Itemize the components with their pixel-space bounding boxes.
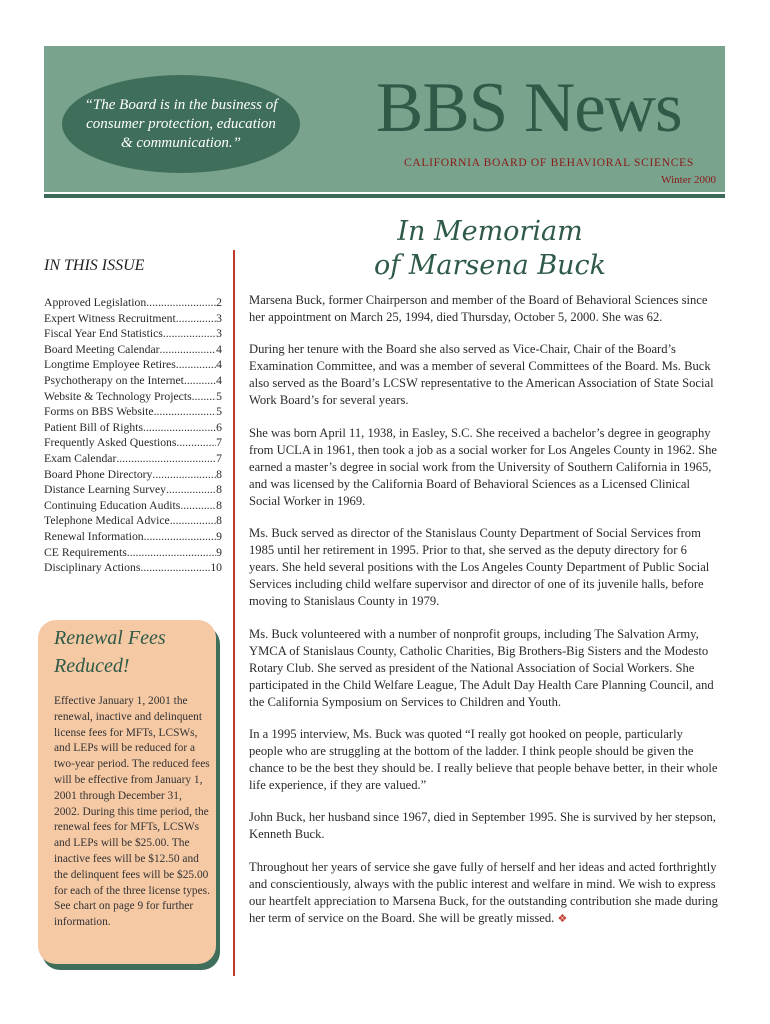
headline-line-1: In Memoriam (397, 216, 583, 247)
article-paragraph (249, 525, 719, 610)
toc-leader-dots (144, 529, 217, 545)
toc-item-label: Website & Technology Projects (44, 389, 192, 403)
toc-leader-dots (166, 482, 216, 498)
toc-leader-dots (160, 342, 217, 358)
toc-item (44, 311, 222, 327)
toc-item-label: Continuing Education Audits (44, 498, 181, 512)
article-paragraph (249, 859, 719, 928)
article-paragraph-text: During her tenure with the Board she also served as Vice-Chair, Chair of the Board’s Examination Committee, and was a member of several Committees of the Board. Ms. Buck also served as the Board’s LCSW representative to the American Association of State Social Work Board’s for several years. (249, 342, 714, 408)
toc-item-page: 3 (216, 311, 222, 325)
motto-quote: “The Board is in the business of consumer protection, education & communication.” (84, 96, 278, 151)
masthead-divider (44, 194, 725, 198)
article-paragraph (249, 292, 719, 326)
column-divider (233, 250, 235, 976)
toc-item (44, 498, 222, 514)
article-paragraph-text: In a 1995 interview, Ms. Buck was quoted “I really got hooked on people, particularly people who are struggling at the bottom of the ladder. I think people should be given the chance to be the best they should be. I really believe that people behave better, in their whole life experience, if they are valued.” (249, 726, 718, 793)
toc-leader-dots (170, 513, 216, 529)
toc-item (44, 545, 222, 561)
toc-item-label: Frequently Asked Questions (44, 436, 177, 450)
toc-item-page: 9 (216, 529, 222, 543)
toc-item-label: Fiscal Year End Statistics (44, 327, 163, 341)
article-body (249, 292, 719, 943)
issue-date: Winter 2000 (661, 174, 716, 186)
toc-item-label: CE Requirements (44, 545, 127, 559)
newsletter-title: BBS News (376, 69, 682, 147)
toc-item-label: Longtime Employee Retires (44, 358, 176, 372)
toc-item-page: 8 (216, 467, 222, 481)
renewal-fees-text: Effective January 1, 2001 the renewal, inactive and delinquent license fees for MFTs, LCSWs, and LEPs will be reduced for a two-year period. The reduced fees will be effective from January 1, 2001 through December 31, 2002. During this time period, the renewal fees for MFTs, LCSWs and LEPs will be $25.00. The inactive fees will be $12.50 and the delinquent fees will be $25.00 for each of the three license types. See chart on page 9 for further information. (54, 695, 210, 929)
article-paragraph-text: She was born April 11, 1938, in Easley, S.C. She received a bachelor’s degree in geography from UCLA in 1961, then took a job as a social worker for Los Angeles County in 1962. She earned a master’s degree in social work from the University of Southern California in 1965, and was licensed by the California Board of Behavioral Sciences as a Licensed Clinical Social Worker in 1969. (249, 425, 718, 508)
table-of-contents (44, 295, 222, 576)
article-paragraph-text: Throughout her years of service she gave fully of herself and her ideas and acted forthrightly and conscientiously, always with the public interest and welfare in mind. We wish to express our heartfelt appreciation to Marsena Buck, for the outstanding contribution she made during her term of service on the Board. She will be greatly missed. (249, 859, 718, 925)
toc-item (44, 420, 222, 436)
toc-leader-dots (116, 451, 216, 467)
toc-item (44, 295, 222, 311)
toc-item-page: 7 (216, 451, 222, 465)
article-headline (366, 215, 614, 283)
article-paragraph-text: John Buck, her husband since 1967, died in September 1995. She is survived by her stepson, Kenneth Buck. (249, 810, 716, 842)
toc-item-page: 10 (210, 561, 222, 575)
toc-item (44, 404, 222, 420)
toc-item-page: 7 (216, 436, 222, 450)
toc-item-label: Forms on BBS Website (44, 405, 154, 419)
toc-item-page: 8 (216, 483, 222, 497)
toc-leader-dots (180, 498, 216, 514)
toc-item-page: 5 (216, 405, 222, 419)
toc-item-label: Patient Bill of Rights (44, 420, 144, 434)
toc-item (44, 513, 222, 529)
newsletter-subtitle: CALIFORNIA BOARD OF BEHAVIORAL SCIENCES (404, 157, 694, 169)
toc-item-page: 8 (216, 514, 222, 528)
article-paragraph (249, 425, 719, 510)
end-ornament-icon: ❖ (557, 912, 568, 925)
toc-item (44, 389, 222, 405)
toc-item-page: 4 (216, 358, 222, 372)
toc-leader-dots (152, 467, 216, 483)
toc-item (44, 482, 222, 498)
toc-item-label: Board Meeting Calendar (44, 342, 160, 356)
toc-leader-dots (140, 560, 210, 576)
toc-item-page: 4 (216, 342, 222, 356)
toc-item-page: 6 (216, 420, 222, 434)
article-paragraph (249, 809, 719, 843)
headline-line-2: of Marsena Buck (373, 250, 607, 281)
toc-item-page: 3 (216, 327, 222, 341)
toc-item-label: Telephone Medical Advice (44, 514, 170, 528)
toc-item-label: Board Phone Directory (44, 467, 153, 481)
toc-item (44, 357, 222, 373)
toc-leader-dots (146, 295, 216, 311)
toc-item (44, 435, 222, 451)
toc-leader-dots (127, 545, 216, 561)
toc-item-label: Distance Learning Survey (44, 483, 167, 497)
toc-leader-dots (176, 435, 216, 451)
toc-item-page: 4 (216, 373, 222, 387)
toc-item (44, 373, 222, 389)
article-paragraph-text: Marsena Buck, former Chairperson and member of the Board of Behavioral Sciences since her appointment on March 25, 1994, died Thursday, October 5, 2000. She was 62. (249, 293, 708, 325)
toc-heading: IN THIS ISSUE (44, 257, 145, 274)
toc-item-label: Renewal Information (44, 529, 144, 543)
article-paragraph-text: Ms. Buck served as director of the Stanislaus County Department of Social Services from 1985 until her retirement in 1995. Prior to that, she served as the deputy directory for 6 years. She held several positions with the Los Angeles County Department of Public Social Services including child welfare supervisor and director of one of its juvenile halls, before moving to Stanislaus County in 1979. (249, 526, 710, 609)
toc-item-page: 8 (216, 498, 222, 512)
toc-leader-dots (154, 404, 217, 420)
toc-item-page: 5 (216, 389, 222, 403)
toc-item-page: 9 (216, 545, 222, 559)
toc-item (44, 529, 222, 545)
toc-item-label: Psychotherapy on the Internet (44, 373, 184, 387)
toc-item (44, 451, 222, 467)
renewal-fees-title: Renewal Fees Reduced! (54, 627, 166, 677)
toc-item (44, 326, 222, 342)
article-paragraph (249, 626, 719, 711)
toc-item-label: Approved Legislation (44, 296, 147, 309)
toc-leader-dots (176, 357, 216, 373)
toc-item-label: Disciplinary Actions (44, 561, 141, 575)
toc-leader-dots (163, 326, 216, 342)
article-paragraph (249, 726, 719, 794)
toc-item-label: Expert Witness Recruitment (44, 311, 176, 325)
toc-item (44, 467, 222, 483)
toc-item-page: 2 (216, 296, 222, 309)
toc-leader-dots (192, 389, 216, 405)
toc-leader-dots (143, 420, 216, 436)
toc-leader-dots (184, 373, 216, 389)
toc-leader-dots (176, 311, 216, 327)
article-paragraph (249, 341, 719, 409)
article-paragraph-text: Ms. Buck volunteered with a number of nonprofit groups, including The Salvation Army, YMCA of Stanislaus County, Catholic Charities, Big Brothers-Big Sisters and the Modesto Rotary Club. She served as president of the National Association of Social Workers. She participated in the Child Welfare League, The Adult Day Health Care Planning Council, and the California Symposium on Services to Children and Youth. (249, 626, 714, 709)
toc-item (44, 560, 222, 576)
toc-item-label: Exam Calendar (44, 451, 117, 465)
motto-oval (62, 75, 300, 173)
toc-item (44, 342, 222, 358)
